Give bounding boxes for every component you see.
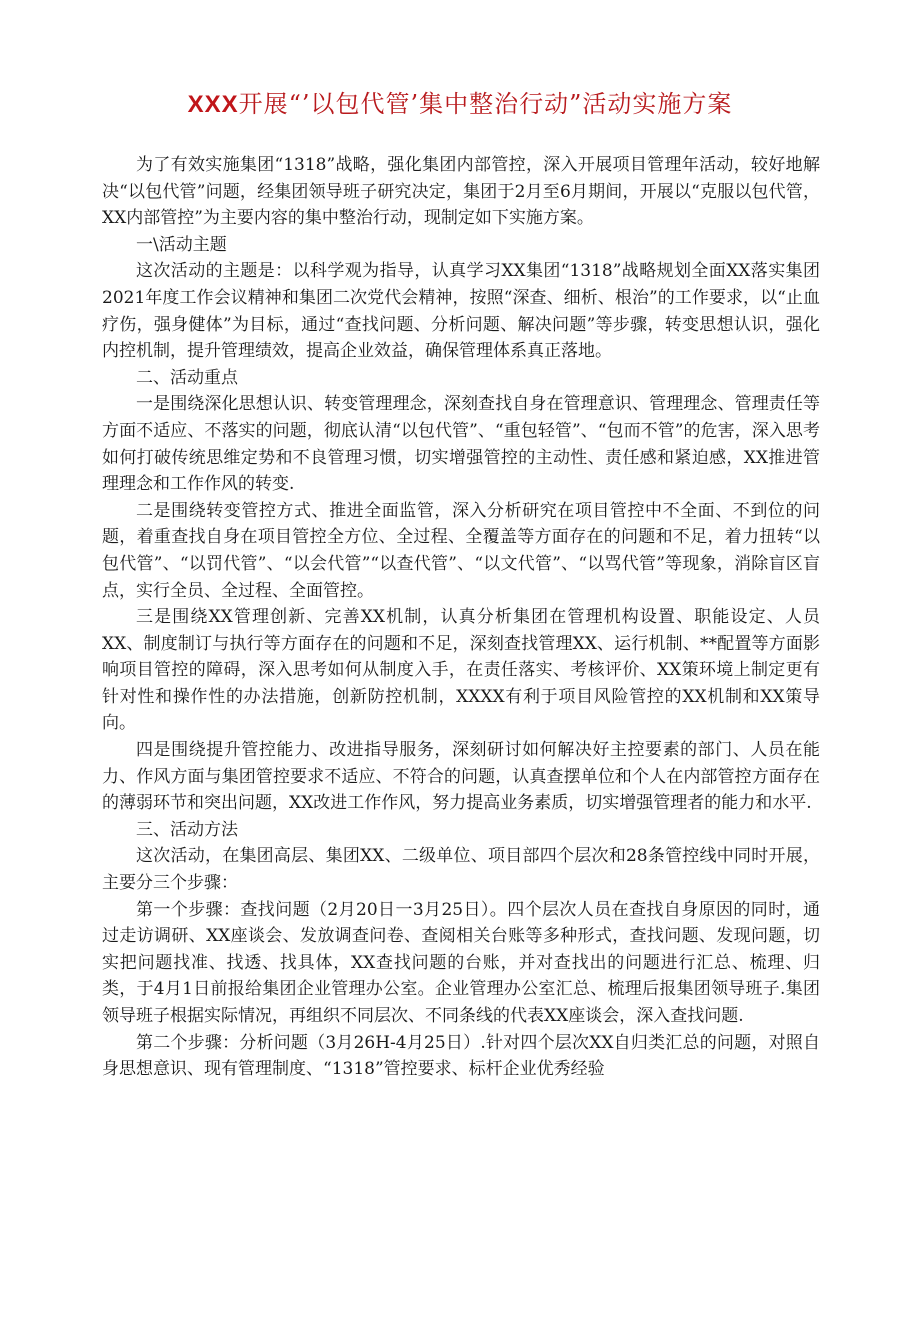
title-text: 开展“’以包代管’集中整治行动”活动实施方案: [238, 90, 733, 118]
section-heading-method: 三、活动方法: [136, 819, 238, 840]
intro-paragraph: 为了有效实施集团“1318”战略，强化集团内部管控，深入开展项目管理年活动，较好地解决“以包代管”问题，经集团领导班子研究决定，集团于2月至6月期间，开展以“克服以包代管，XX内部管控”为主要内容的集中整治行动，现制定如下实施方案。: [102, 155, 820, 229]
section-heading-focus: 二、活动重点: [136, 367, 238, 388]
focus-paragraph-2: 二是围绕转变管控方式、推进全面监管，深入分析研究在项目管控中不全面、不到位的问题，着重查找自身在项目管控全方位、全过程、全覆盖等方面存在的问题和不足，着力扭转“以包代管”、“以罚代管”、“以会代管”“以查代管”、“以文代管”、“以骂代管”等现象，消除盲区盲点，实行全员、全过程、全面管控。: [102, 500, 820, 601]
theme-paragraph: 这次活动的主题是：以科学观为指导，认真学习XX集团“1318”战略规划全面XX落实集团2021年度工作会议精神和集团二次党代会精神，按照“深查、细析、根治”的工作要求，以“止血疗伤，强身健体”为目标，通过“查找问题、分析问题、解决问题”等步骤，转变思想认识，强化内控机制，提升管理绩效，提高企业效益，确保管理体系真正落地。: [102, 261, 820, 362]
document-body: [102, 152, 820, 1083]
focus-paragraph-3: 三是围绕XX管理创新、完善XX机制，认真分析集团在管理机构设置、职能设定、人员XX、制度制订与执行等方面存在的问题和不足，深刻查找管理XX、运行机制、**配置等方面影响项目管控的障碍，深入思考如何从制度入手，在责任落实、考核评价、XX策环境上制定更有针对性和操作性的办法措施，创新防控机制，XXXX有利于项目风险管控的XX机制和XX策导向。: [102, 607, 820, 734]
focus-paragraph-1: 一是围绕深化思想认识、转变管理理念，深刻查找自身在管理意识、管理理念、管理责任等方面不适应、不落实的问题，彻底认清“以包代管”、“重包轻管”、“包而不管”的危害，深入思考如何打破传统思维定势和不良管理习惯，切实增强管控的主动性、责任感和紧迫感，XX推进管理理念和工作作风的转变.: [102, 394, 820, 495]
title-prefix: XXX: [187, 91, 239, 118]
step-1-paragraph: 第一个步骤：查找问题（2月20日一3月25日）。四个层次人员在查找自身原因的同时，通过走访调研、XX座谈会、发放调查问卷、查阅相关台账等多种形式，查找问题、发现问题，切实把问题找准、找透、找具体，XX查找问题的台账，并对查找出的问题进行汇总、梳理、归类，于4月1日前报给集团企业管理办公室。企业管理办公室汇总、梳理后报集团领导班子.集团领导班子根据实际情况，再组织不同层次、不同条线的代表XX座谈会，深入查找问题.: [102, 899, 820, 1026]
document-title: [0, 84, 920, 125]
method-paragraph: 这次活动，在集团高层、集团XX、二级单位、项目部四个层次和28条管控线中同时开展，主要分三个步骤：: [102, 846, 820, 894]
section-heading-theme: 一\活动主题: [136, 234, 227, 255]
focus-paragraph-4: 四是围绕提升管控能力、改进指导服务，深刻研讨如何解决好主控要素的部门、人员在能力、作风方面与集团管控要求不适应、不符合的问题，认真查摆单位和个人在内部管控方面存在的薄弱环节和突出问题，XX改进工作作风，努力提高业务素质，切实增强管理者的能力和水平.: [102, 740, 820, 814]
step-2-paragraph: 第二个步骤：分析问题（3月26H-4月25日）.针对四个层次XX自归类汇总的问题，对照自身思想意识、现有管理制度、“1318”管控要求、标杆企业优秀经验: [102, 1032, 820, 1080]
